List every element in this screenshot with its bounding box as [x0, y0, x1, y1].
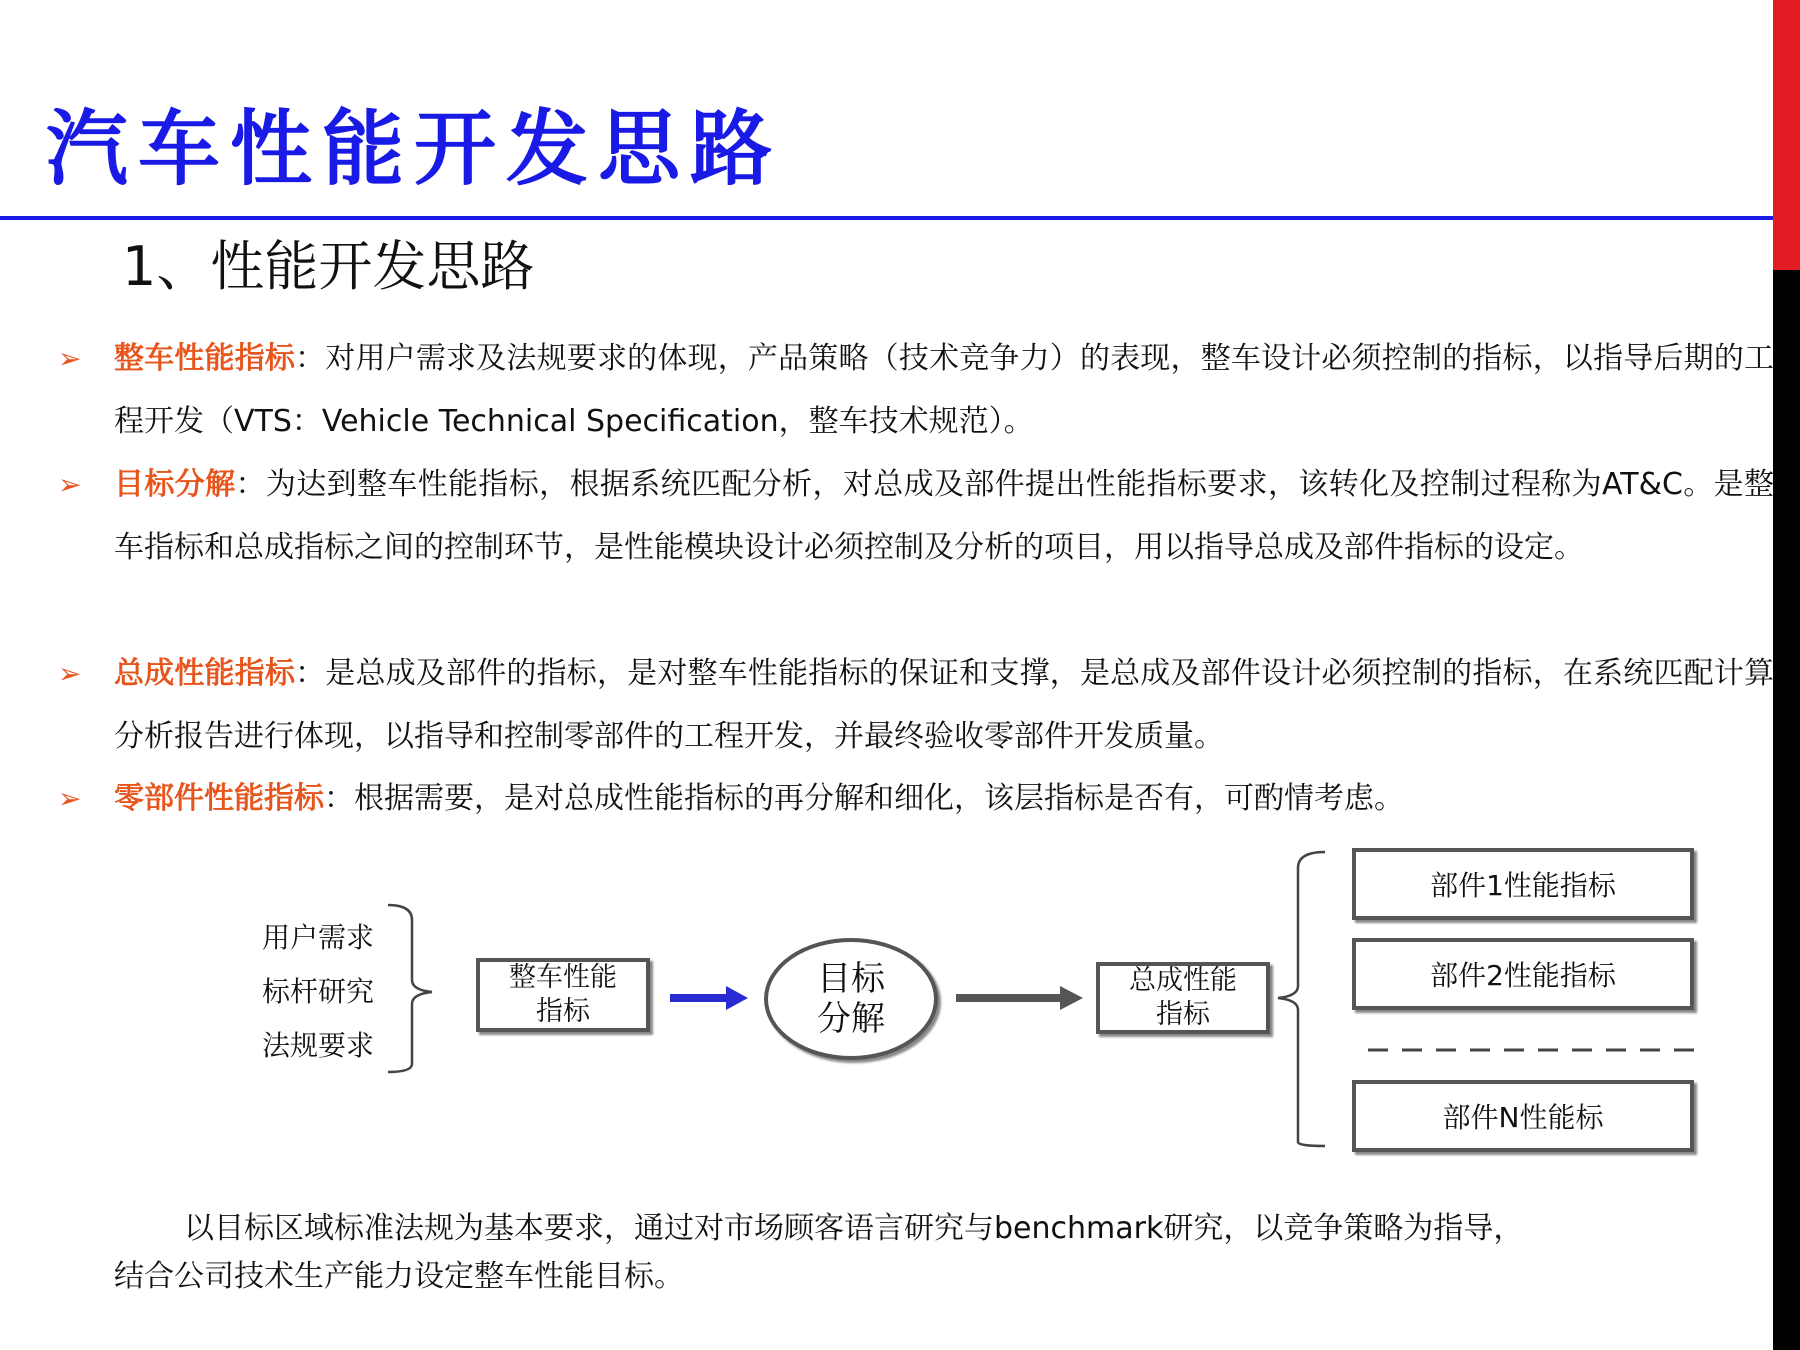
- flow-diagram: [0, 840, 1773, 1170]
- bullet-body: [114, 327, 1774, 453]
- box-line: 总成性能: [1129, 965, 1237, 996]
- bullet-key: 整车性能指标: [114, 341, 296, 376]
- arrow-bullet-icon: ➢: [58, 657, 82, 690]
- arrow-bullet-icon: ➢: [58, 782, 82, 815]
- edge-red-bar: [1773, 0, 1800, 270]
- target-decomposition-ellipse: [764, 938, 938, 1060]
- ellipse-line: 目标: [817, 959, 885, 999]
- bullet-text: ：是总成及部件的指标，是对整车性能指标的保证和支撑，是总成及部件设计必须控制的指标，在系统匹配计算分析报告进行体现，以指导和控制零部件的工程开发，并最终验收零部件开发质量。: [114, 656, 1775, 754]
- grey-arrow-head: [1060, 986, 1083, 1010]
- bullet-text: ：为达到整车性能指标，根据系统匹配分析，对总成及部件提出性能指标要求，该转化及控制过程称为AT&C。是整车指标和总成指标之间的控制环节，是性能模块设计必须控制及分析的项目，用以指导总成及部件指标的设定。: [114, 467, 1775, 565]
- box-line: 指标: [1156, 999, 1210, 1030]
- bullet-text: ：对用户需求及法规要求的体现，产品策略（技术竞争力）的表现，整车设计必须控制的指标，以指导后期的工程开发（VTS：Vehicle Technical Specification，整车技术规范）。: [114, 341, 1775, 439]
- bullet-key: 零部件性能指标: [114, 781, 324, 816]
- closing-paragraph: [114, 1205, 1714, 1301]
- bullet-key: 目标分解: [114, 467, 236, 502]
- title-divider: [0, 216, 1773, 220]
- bullet-body: [114, 642, 1774, 768]
- component-box: 部件2性能指标: [1352, 938, 1694, 1010]
- assembly-performance-box: [1096, 962, 1270, 1034]
- closing-line: 以目标区域标准法规为基本要求，通过对市场顾客语言研究与benchmark研究，以竞争策略为指导，: [184, 1211, 1524, 1246]
- bullet-body: [114, 767, 1774, 830]
- box-line: 整车性能: [509, 962, 617, 993]
- ellipse-line: 分解: [817, 999, 885, 1039]
- input-label: 标杆研究: [262, 975, 375, 1008]
- slide-title: 汽车性能开发思路: [46, 101, 783, 197]
- closing-line: 结合公司技术生产能力设定整车性能目标。: [114, 1259, 684, 1294]
- component-box: 部件N性能标: [1352, 1080, 1694, 1152]
- bullet-text: ：根据需要，是对总成性能指标的再分解和细化，该层指标是否有，可酌情考虑。: [324, 781, 1404, 816]
- arrow-bullet-icon: ➢: [58, 468, 82, 501]
- input-label: 法规要求: [262, 1029, 375, 1062]
- blue-arrow-head: [726, 986, 748, 1010]
- edge-black-bar: [1773, 270, 1800, 1350]
- vehicle-performance-box: [476, 958, 650, 1032]
- input-label: 用户需求: [262, 921, 375, 954]
- arrow-bullet-icon: ➢: [58, 342, 82, 375]
- inputs-bracket: [388, 905, 432, 1072]
- bullet-key: 总成性能指标: [114, 656, 296, 691]
- bullet-body: [114, 453, 1774, 579]
- components-bracket: [1278, 852, 1325, 1146]
- box-line: 指标: [536, 996, 590, 1027]
- section-subtitle: 1、性能开发思路: [122, 235, 535, 298]
- component-box: 部件1性能指标: [1352, 848, 1694, 920]
